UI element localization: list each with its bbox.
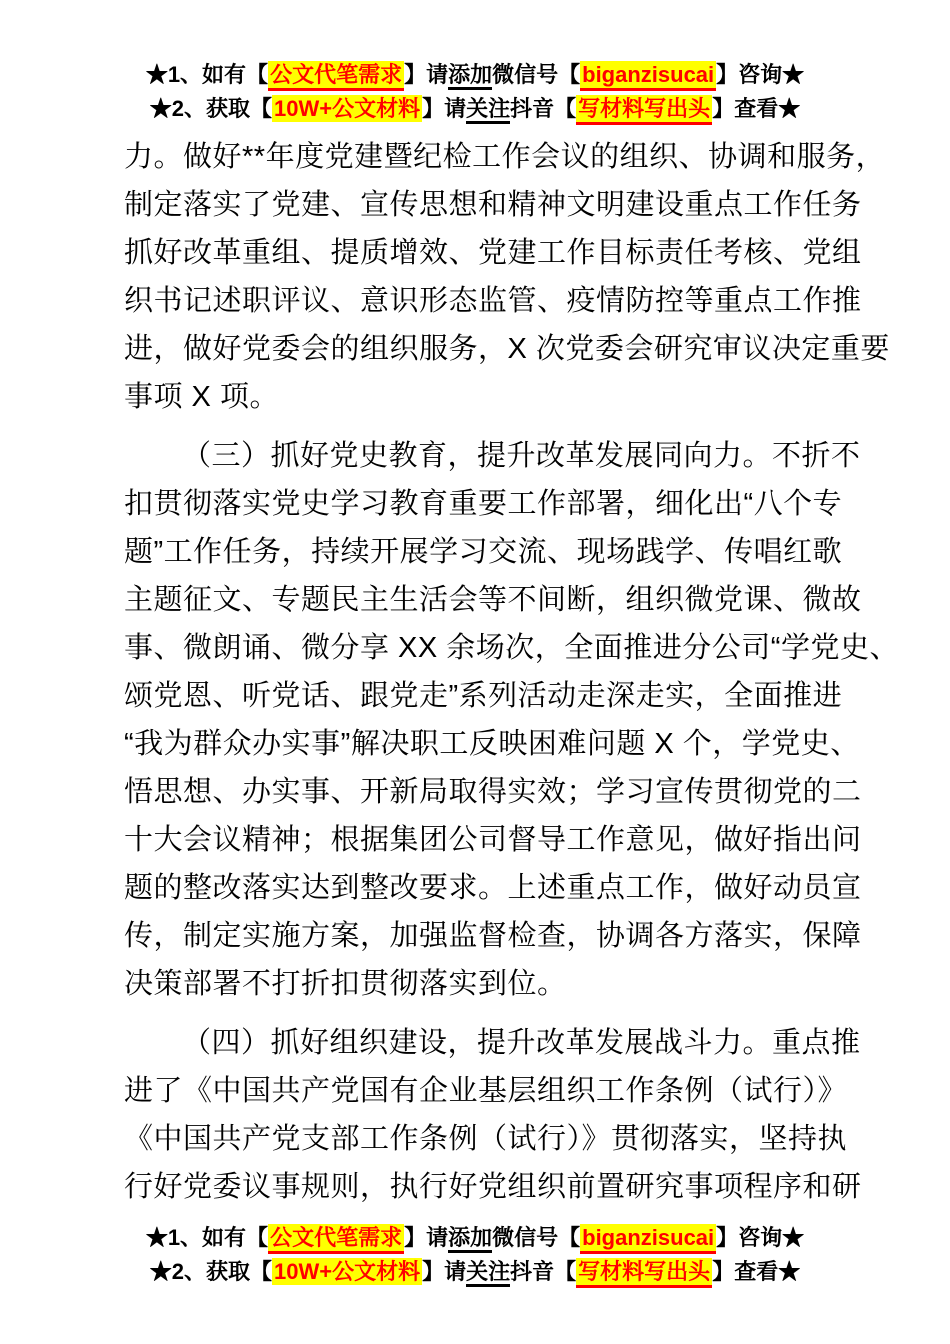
banner-action-follow: 关注 xyxy=(466,96,510,124)
banner-suffix: 】查看★ xyxy=(712,1259,801,1284)
banner-text: 】请 xyxy=(404,1225,449,1250)
text-line: （四）抓好组织建设，提升改革发展战斗力。重点推 xyxy=(182,1027,861,1059)
text-line: 悟思想、办实事、开新局取得实效；学习宣传贯彻党的二 xyxy=(124,776,862,808)
text-line: 颂党恩、听党话、跟党走”系列活动走深走实，全面推进 xyxy=(124,680,843,712)
text-line: 进，做好党委会的组织服务，X 次党委会研究审议决定重要 xyxy=(124,333,890,365)
text-line: 决策部署不打折扣贯彻落实到位。 xyxy=(124,968,567,1000)
banner-text: 抖音【 xyxy=(510,96,577,121)
banner-prefix: ★1、如有【 xyxy=(145,62,269,87)
banner-prefix: ★2、获取【 xyxy=(149,1259,273,1284)
text-line: 事、微朗诵、微分享 XX 余场次，全面推进分公司“学党史、 xyxy=(124,632,899,664)
banner-douyin-id: 写材料写出头 xyxy=(576,1258,712,1288)
text-line: 《中国共产党支部工作条例（试行）》贯彻落实，坚持执 xyxy=(124,1123,848,1155)
banner-wechat-id: biganzisucai xyxy=(580,1224,716,1254)
banner-prefix: ★1、如有【 xyxy=(145,1225,269,1250)
banner-highlight-service: 公文代笔需求 xyxy=(268,61,404,91)
text-line: 题的整改落实达到整改要求。上述重点工作，做好动员宣 xyxy=(124,872,862,904)
text-line: 十大会议精神；根据集团公司督导工作意见，做好指出问 xyxy=(124,824,862,856)
promo-banner-line-1 xyxy=(0,1221,950,1255)
text-line: 制定落实了党建、宣传思想和精神文明建设重点工作任务 xyxy=(124,189,862,221)
banner-action-add: 添加 xyxy=(448,1225,492,1253)
text-line: 题”工作任务，持续开展学习交流、现场践学、传唱红歌 xyxy=(124,536,843,568)
banner-highlight-service: 公文代笔需求 xyxy=(268,1224,404,1254)
text-line: 力。做好**年度党建暨纪检工作会议的组织、协调和服务， xyxy=(124,141,886,173)
banner-suffix: 】咨询★ xyxy=(716,62,805,87)
banner-text: 】请 xyxy=(422,1259,467,1284)
text-line: 主题征文、专题民主生活会等不间断，组织微党课、微故 xyxy=(124,584,862,616)
promo-banner-top xyxy=(0,0,950,126)
banner-prefix: ★2、获取【 xyxy=(149,96,273,121)
text-line: “我为群众办实事”解决职工反映困难问题 X 个，学党史、 xyxy=(124,728,860,760)
banner-douyin-id: 写材料写出头 xyxy=(576,95,712,125)
text-line: （三）抓好党史教育，提升改革发展同向力。不折不 xyxy=(182,440,861,472)
banner-text: 微信号【 xyxy=(492,62,581,87)
banner-suffix: 】查看★ xyxy=(712,96,801,121)
banner-action-follow: 关注 xyxy=(466,1259,510,1287)
document-body xyxy=(124,133,899,1211)
text-line: 进了《中国共产党国有企业基层组织工作条例（试行）》 xyxy=(124,1075,848,1107)
banner-wechat-id: biganzisucai xyxy=(580,61,716,91)
text-line: 扣贯彻落实党史学习教育重要工作部署，细化出“八个专 xyxy=(124,488,843,520)
banner-action-add: 添加 xyxy=(448,62,492,90)
text-line: 织书记述职评议、意识形态监管、疫情防控等重点工作推 xyxy=(124,285,862,317)
promo-banner-line-2 xyxy=(0,1255,950,1289)
promo-banner-bottom xyxy=(0,1221,950,1289)
banner-text: 】请 xyxy=(404,62,449,87)
paragraph xyxy=(124,1019,862,1211)
paragraph xyxy=(124,133,890,421)
text-line: 抓好改革重组、提质增效、党建工作目标责任考核、党组 xyxy=(124,237,862,269)
text-line: 行好党委议事规则，执行好党组织前置研究事项程序和研 xyxy=(124,1171,862,1203)
promo-banner-line-1 xyxy=(0,58,950,92)
banner-text: 微信号【 xyxy=(492,1225,581,1250)
banner-suffix: 】咨询★ xyxy=(716,1225,805,1250)
text-line: 传，制定实施方案，加强监督检查，协调各方落实，保障 xyxy=(124,920,862,952)
banner-text: 】请 xyxy=(422,96,467,121)
paragraph xyxy=(124,432,899,1008)
text-line: 事项 X 项。 xyxy=(124,381,279,413)
banner-highlight-material: 10W+公文材料 xyxy=(274,96,421,121)
banner-highlight-material: 10W+公文材料 xyxy=(274,1259,421,1284)
promo-banner-line-2 xyxy=(0,92,950,126)
banner-text: 抖音【 xyxy=(510,1259,577,1284)
